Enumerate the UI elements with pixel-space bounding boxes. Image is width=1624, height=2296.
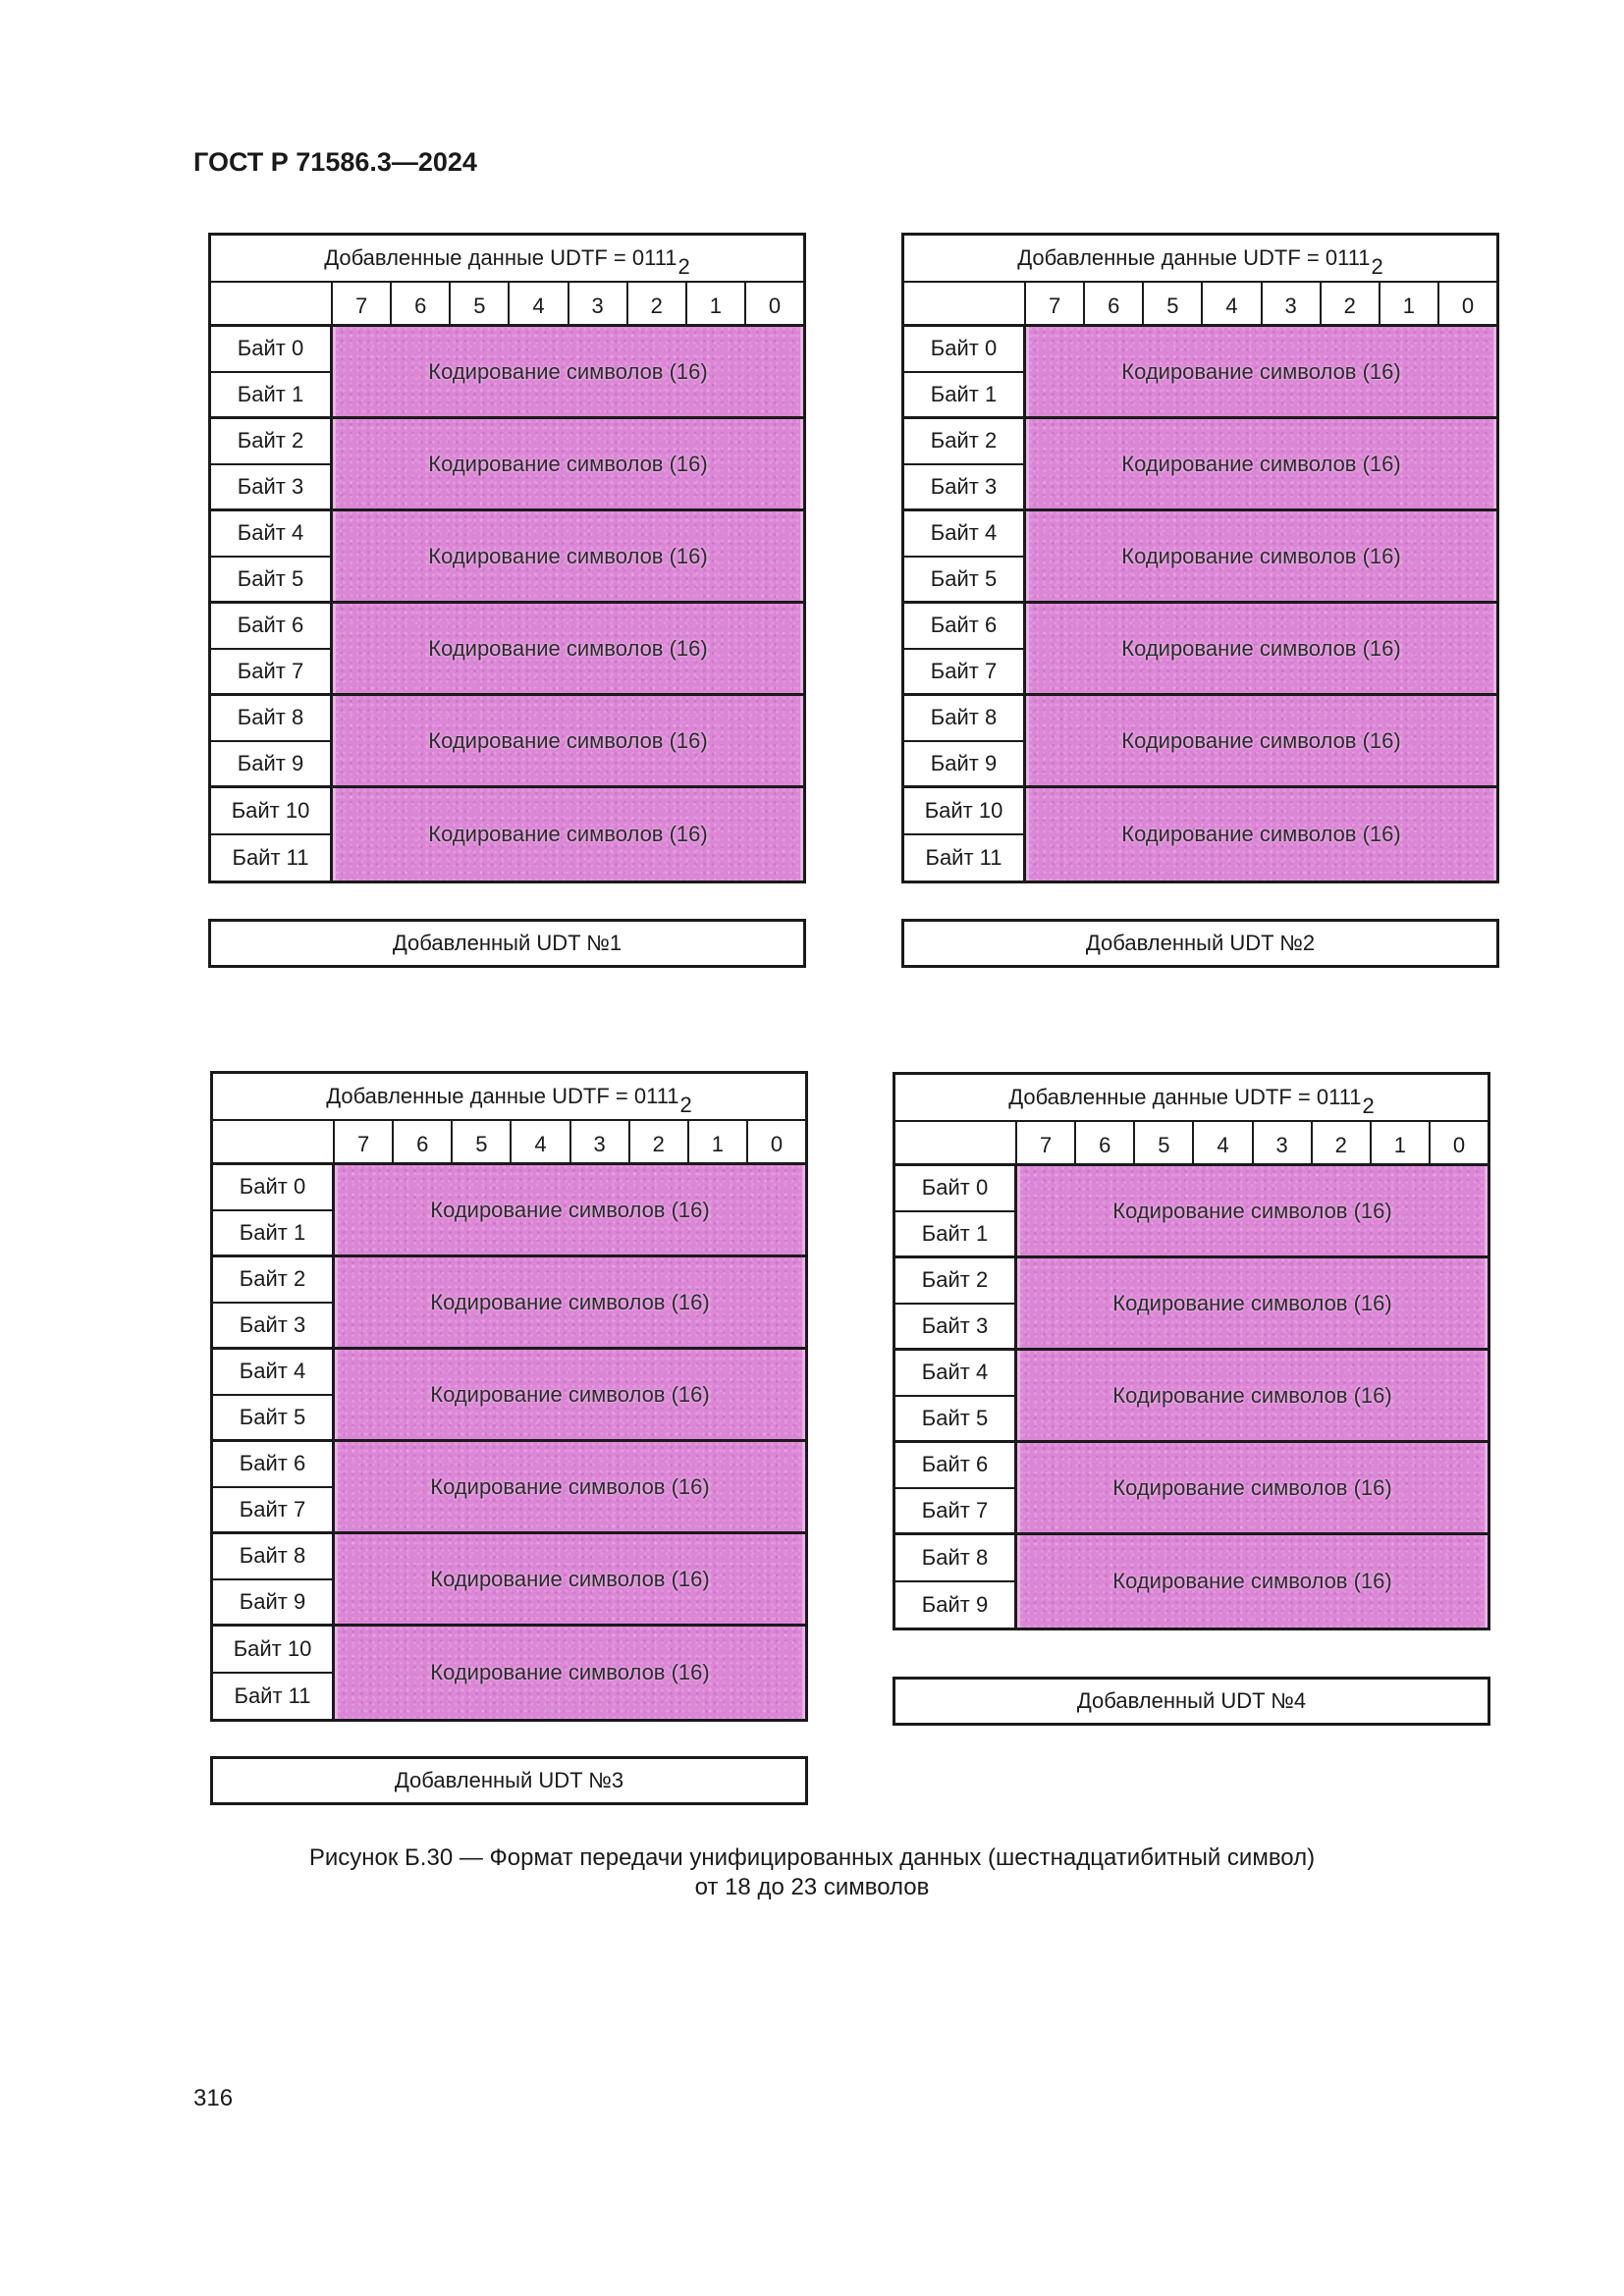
byte-labels <box>213 1165 335 1255</box>
byte-labels <box>904 788 1026 881</box>
character-encoding-cell <box>1026 511 1496 601</box>
byte-label: Байт 10 <box>231 798 310 823</box>
character-encoding-label: Кодирование символов (16) <box>1112 1569 1392 1593</box>
character-encoding-label: Кодирование символов (16) <box>1112 1290 1392 1315</box>
byte-label: Байт 9 <box>213 1578 332 1625</box>
udt-table-title <box>904 236 1496 283</box>
character-encoding-cell <box>1026 788 1496 881</box>
byte-pair-row <box>211 419 803 511</box>
bit-number-cell: 4 <box>1194 1122 1253 1163</box>
figure-caption-line-1: Рисунок Б.30 — Формат передачи унифицированных данных (шестнадцатибитный символ) <box>308 1844 1316 1871</box>
byte-label: Байт 0 <box>921 1175 989 1201</box>
udt-caption-text: Добавленный UDT №3 <box>394 1768 624 1792</box>
character-encoding-label: Кодирование символов (16) <box>1112 1474 1392 1500</box>
byte-label: Байт 8 <box>237 705 304 730</box>
byte-label: Байт 8 <box>930 705 998 730</box>
bit-number-cell: 7 <box>335 1121 394 1162</box>
udt-caption-text: Добавленный UDT №1 <box>392 931 623 955</box>
byte-pair-row <box>211 604 803 696</box>
bit-number-cell: 1 <box>1372 1122 1431 1163</box>
byte-label: Байт 11 <box>904 833 1023 881</box>
byte-label: Байт 7 <box>213 1486 332 1532</box>
bit-number-cell: 7 <box>1017 1122 1076 1163</box>
udt-caption-box <box>208 919 806 968</box>
bit-number-cell: 4 <box>512 1121 570 1162</box>
byte-pair-row <box>904 327 1496 419</box>
byte-pair-row <box>211 696 803 788</box>
udt-caption-box <box>893 1677 1490 1726</box>
bit-number-row <box>904 283 1496 327</box>
byte-pair-row <box>904 696 1496 788</box>
bit-number-cell: 2 <box>1322 283 1380 324</box>
bit-number-cell: 5 <box>1144 283 1203 324</box>
character-encoding-cell <box>333 788 803 881</box>
page-number: 316 <box>193 2085 234 2111</box>
character-encoding-label: Кодирование символов (16) <box>430 1289 710 1314</box>
bit-number-cell: 0 <box>768 294 782 318</box>
character-encoding-label: Кодирование символов (16) <box>1121 635 1401 661</box>
bit-number-cell: 5 <box>1135 1122 1194 1163</box>
byte-labels <box>213 1350 335 1439</box>
character-encoding-cell <box>1026 696 1496 785</box>
bit-number-cell: 6 <box>392 283 451 324</box>
character-encoding-label: Кодирование символов (16) <box>1121 543 1401 568</box>
byte-label: Байт 0 <box>239 1174 306 1200</box>
byte-pair-row <box>904 419 1496 511</box>
byte-labels <box>904 327 1026 416</box>
bit-number-cell: 2 <box>630 1121 689 1162</box>
bit-row-corner <box>213 1121 335 1162</box>
byte-label: Байт 4 <box>237 520 304 546</box>
byte-pair-row <box>895 1351 1488 1443</box>
character-encoding-cell <box>1017 1351 1488 1440</box>
bit-number-row <box>895 1122 1488 1166</box>
bit-number-cell: 1 <box>687 283 746 324</box>
character-encoding-label: Кодирование символов (16) <box>430 1197 710 1222</box>
byte-pair-row <box>213 1627 805 1719</box>
byte-labels <box>895 1258 1017 1348</box>
bit-number-cell: 0 <box>1461 294 1475 318</box>
byte-pair-row <box>213 1534 805 1627</box>
bit-number-cell: 5 <box>453 1121 512 1162</box>
udt-title-text: Добавленные данные UDTF = 0111 <box>1017 245 1371 270</box>
udt-title-subscript: 2 <box>677 254 690 279</box>
byte-label: Байт 1 <box>895 1210 1014 1256</box>
byte-pair-row <box>904 604 1496 696</box>
byte-label: Байт 2 <box>237 428 304 454</box>
byte-label: Байт 2 <box>921 1267 989 1293</box>
byte-label: Байт 3 <box>904 463 1023 509</box>
byte-label: Байт 10 <box>924 798 1003 823</box>
byte-label: Байт 11 <box>211 833 330 881</box>
bit-number-cell: 6 <box>394 1121 453 1162</box>
byte-pair-row <box>213 1257 805 1350</box>
character-encoding-label: Кодирование символов (16) <box>428 451 708 476</box>
bit-number-row <box>213 1121 805 1165</box>
byte-pair-row <box>895 1166 1488 1258</box>
character-encoding-cell <box>335 1442 805 1531</box>
byte-labels <box>213 1442 335 1531</box>
byte-label: Байт 5 <box>211 556 330 602</box>
udt-caption-box <box>901 919 1499 968</box>
character-encoding-cell <box>333 604 803 693</box>
bit-number-cell: 2 <box>628 283 687 324</box>
byte-label: Байт 8 <box>239 1543 306 1569</box>
byte-pair-row <box>904 788 1496 881</box>
byte-label: Байт 9 <box>895 1580 1014 1628</box>
byte-label: Байт 1 <box>213 1209 332 1255</box>
character-encoding-cell <box>1017 1443 1488 1532</box>
byte-label: Байт 4 <box>239 1359 306 1384</box>
byte-label: Байт 11 <box>213 1672 332 1719</box>
byte-label: Байт 2 <box>239 1266 306 1292</box>
character-encoding-cell <box>333 327 803 416</box>
bit-row-corner <box>211 283 333 324</box>
bit-number-cell: 4 <box>1203 283 1262 324</box>
byte-label: Байт 9 <box>211 740 330 786</box>
byte-labels <box>904 696 1026 785</box>
figure-caption-line-2: от 18 до 23 символов <box>694 1874 930 1900</box>
bit-number-cell: 7 <box>1026 283 1085 324</box>
bit-number-cell: 3 <box>1263 283 1322 324</box>
document-header: ГОСТ Р 71586.3—2024 <box>193 147 477 177</box>
byte-pair-row <box>904 511 1496 604</box>
character-encoding-cell <box>335 1627 805 1719</box>
character-encoding-cell <box>1026 419 1496 508</box>
byte-label: Байт 7 <box>211 648 330 694</box>
udt-table <box>210 1071 808 1722</box>
character-encoding-cell <box>1017 1535 1488 1628</box>
udt-table-title <box>213 1074 805 1121</box>
byte-label: Байт 7 <box>895 1487 1014 1533</box>
character-encoding-cell <box>333 696 803 785</box>
byte-pair-row <box>895 1535 1488 1628</box>
character-encoding-label: Кодирование символов (16) <box>1121 451 1401 476</box>
character-encoding-label: Кодирование символов (16) <box>1112 1198 1392 1223</box>
byte-labels <box>904 604 1026 693</box>
character-encoding-cell <box>1026 327 1496 416</box>
byte-pair-row <box>211 327 803 419</box>
character-encoding-label: Кодирование символов (16) <box>1121 727 1401 753</box>
byte-labels <box>211 327 333 416</box>
bit-number-cell: 1 <box>689 1121 748 1162</box>
udt-caption-box <box>210 1756 808 1805</box>
byte-labels <box>211 511 333 601</box>
bit-number-cell: 0 <box>770 1132 784 1156</box>
byte-label: Байт 9 <box>904 740 1023 786</box>
byte-label: Байт 10 <box>233 1636 312 1661</box>
character-encoding-cell <box>333 419 803 508</box>
byte-labels <box>895 1443 1017 1532</box>
byte-label: Байт 0 <box>237 336 304 361</box>
character-encoding-cell <box>333 511 803 601</box>
udt-table-title <box>211 236 803 283</box>
byte-pair-row <box>213 1442 805 1534</box>
byte-label: Байт 2 <box>930 428 998 454</box>
byte-labels <box>213 1534 335 1624</box>
character-encoding-cell <box>1017 1258 1488 1348</box>
character-encoding-cell <box>1026 604 1496 693</box>
character-encoding-label: Кодирование символов (16) <box>428 727 708 753</box>
byte-labels <box>895 1166 1017 1255</box>
bit-number-cell: 2 <box>1313 1122 1372 1163</box>
byte-label: Байт 5 <box>895 1395 1014 1441</box>
byte-pair-row <box>211 511 803 604</box>
bit-number-cell: 0 <box>1452 1133 1466 1157</box>
character-encoding-label: Кодирование символов (16) <box>1121 358 1401 384</box>
byte-labels <box>904 419 1026 508</box>
udt-title-subscript: 2 <box>1362 1094 1375 1118</box>
byte-label: Байт 1 <box>211 371 330 417</box>
bit-number-row <box>211 283 803 327</box>
character-encoding-label: Кодирование символов (16) <box>430 1473 710 1499</box>
bit-number-cell: 1 <box>1380 283 1439 324</box>
character-encoding-cell <box>1017 1166 1488 1255</box>
byte-label: Байт 3 <box>213 1302 332 1348</box>
bit-row-corner <box>895 1122 1017 1163</box>
character-encoding-cell <box>335 1350 805 1439</box>
udt-table <box>901 233 1499 883</box>
byte-label: Байт 3 <box>895 1303 1014 1349</box>
byte-pair-row <box>211 788 803 881</box>
bit-number-cell: 6 <box>1076 1122 1135 1163</box>
character-encoding-label: Кодирование символов (16) <box>1112 1382 1392 1408</box>
byte-labels <box>904 511 1026 601</box>
udt-table <box>208 233 806 883</box>
byte-labels <box>895 1535 1017 1628</box>
character-encoding-label: Кодирование символов (16) <box>428 822 708 846</box>
bit-number-cell: 6 <box>1085 283 1144 324</box>
byte-labels <box>211 788 333 881</box>
byte-label: Байт 6 <box>921 1452 989 1477</box>
byte-label: Байт 5 <box>213 1394 332 1440</box>
byte-label: Байт 6 <box>237 613 304 638</box>
bit-number-cell: 3 <box>1254 1122 1313 1163</box>
udt-caption-text: Добавленный UDT №4 <box>1076 1688 1307 1713</box>
byte-labels <box>213 1257 335 1347</box>
byte-labels <box>211 419 333 508</box>
udt-table-title <box>895 1075 1488 1122</box>
bit-number-cell: 7 <box>333 283 392 324</box>
byte-label: Байт 6 <box>930 613 998 638</box>
character-encoding-cell <box>335 1534 805 1624</box>
character-encoding-label: Кодирование символов (16) <box>428 543 708 568</box>
figure-caption <box>0 1843 1624 1902</box>
byte-labels <box>211 604 333 693</box>
udt-caption-text: Добавленный UDT №2 <box>1085 931 1316 955</box>
character-encoding-cell <box>335 1257 805 1347</box>
byte-pair-row <box>895 1258 1488 1351</box>
character-encoding-label: Кодирование символов (16) <box>428 358 708 384</box>
character-encoding-label: Кодирование символов (16) <box>428 635 708 661</box>
bit-number-cell: 3 <box>569 283 628 324</box>
byte-label: Байт 4 <box>930 520 998 546</box>
character-encoding-cell <box>335 1165 805 1255</box>
byte-label: Байт 7 <box>904 648 1023 694</box>
byte-labels <box>895 1351 1017 1440</box>
byte-labels <box>211 696 333 785</box>
character-encoding-label: Кодирование символов (16) <box>1121 822 1401 846</box>
byte-label: Байт 1 <box>904 371 1023 417</box>
byte-pair-row <box>213 1165 805 1257</box>
bit-row-corner <box>904 283 1026 324</box>
udt-title-text: Добавленные данные UDTF = 0111 <box>326 1084 679 1108</box>
udt-title-text: Добавленные данные UDTF = 0111 <box>1008 1085 1362 1109</box>
byte-label: Байт 5 <box>904 556 1023 602</box>
bit-number-cell: 5 <box>451 283 510 324</box>
udt-table <box>893 1072 1490 1630</box>
character-encoding-label: Кодирование символов (16) <box>430 1566 710 1591</box>
character-encoding-label: Кодирование символов (16) <box>430 1660 710 1684</box>
byte-label: Байт 0 <box>930 336 998 361</box>
byte-labels <box>213 1627 335 1719</box>
byte-pair-row <box>213 1350 805 1442</box>
udt-title-subscript: 2 <box>679 1093 692 1117</box>
bit-number-cell: 3 <box>571 1121 630 1162</box>
byte-label: Байт 3 <box>211 463 330 509</box>
byte-label: Байт 8 <box>921 1545 989 1570</box>
character-encoding-label: Кодирование символов (16) <box>430 1381 710 1407</box>
byte-pair-row <box>895 1443 1488 1535</box>
bit-number-cell: 4 <box>510 283 568 324</box>
udt-title-text: Добавленные данные UDTF = 0111 <box>324 245 677 270</box>
udt-title-subscript: 2 <box>1371 254 1383 279</box>
byte-label: Байт 6 <box>239 1451 306 1476</box>
byte-label: Байт 4 <box>921 1360 989 1385</box>
